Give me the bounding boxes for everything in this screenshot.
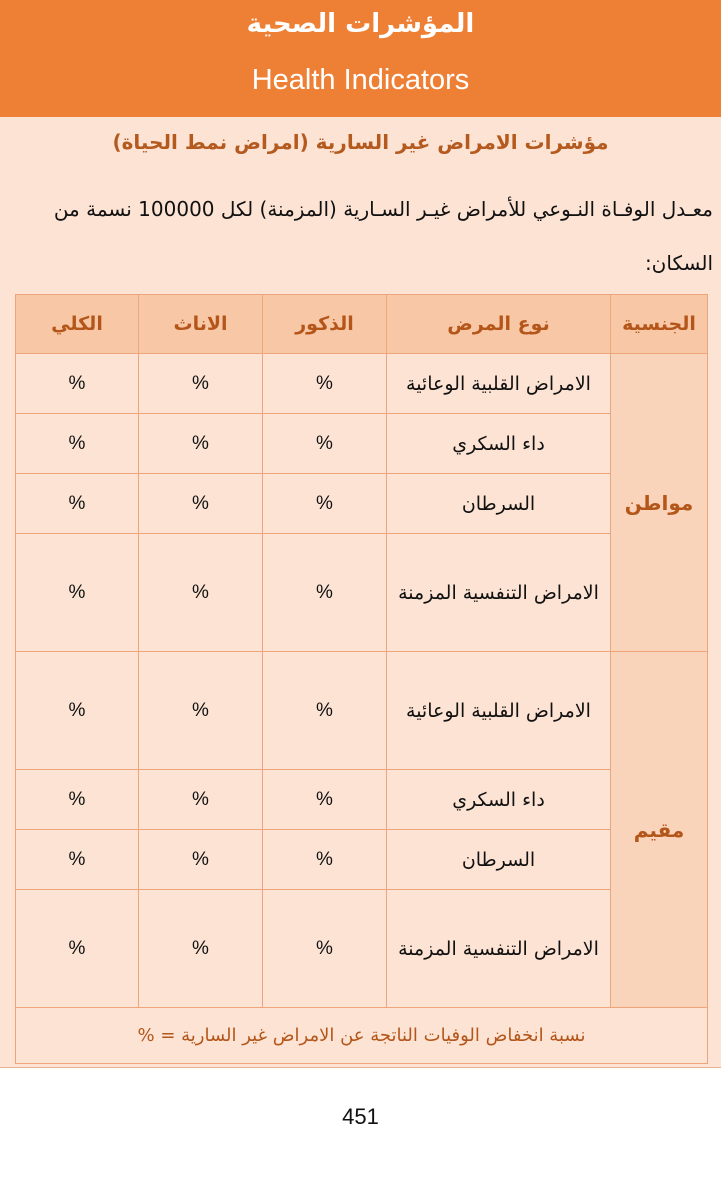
table-header-row bbox=[16, 295, 708, 354]
total-cell: % bbox=[16, 652, 139, 770]
page-header bbox=[0, 0, 721, 117]
total-cell: % bbox=[16, 474, 139, 534]
male-cell: % bbox=[263, 890, 387, 1008]
female-cell: % bbox=[139, 414, 263, 474]
table-row bbox=[16, 830, 708, 890]
total-cell: % bbox=[16, 414, 139, 474]
female-cell: % bbox=[139, 830, 263, 890]
disease-cell: الامراض القلبية الوعائية bbox=[387, 354, 611, 414]
male-cell: % bbox=[263, 830, 387, 890]
total-cell: % bbox=[16, 770, 139, 830]
disease-cell: داء السكري bbox=[387, 770, 611, 830]
disease-cell: الامراض التنفسية المزمنة bbox=[387, 534, 611, 652]
table-row bbox=[16, 414, 708, 474]
male-cell: % bbox=[263, 770, 387, 830]
female-cell: % bbox=[139, 652, 263, 770]
male-cell: % bbox=[263, 414, 387, 474]
table-row bbox=[16, 474, 708, 534]
female-cell: % bbox=[139, 354, 263, 414]
col-header-female: الاناث bbox=[139, 295, 263, 354]
col-header-male: الذكور bbox=[263, 295, 387, 354]
intro-paragraph: معـدل الوفـاة النـوعي للأمراض غيـر السـارية (المزمنة) لكل 100000 نسمة من السكان: bbox=[53, 197, 713, 275]
table-row bbox=[16, 652, 708, 770]
indicators-table bbox=[15, 294, 708, 1064]
group-label-citizen: مواطن bbox=[611, 354, 708, 652]
disease-cell: السرطان bbox=[387, 830, 611, 890]
col-header-disease-type: نوع المرض bbox=[387, 295, 611, 354]
total-cell: % bbox=[16, 354, 139, 414]
table-row bbox=[16, 534, 708, 652]
male-cell: % bbox=[263, 652, 387, 770]
page-number: 451 bbox=[342, 1104, 379, 1129]
section-title: مؤشرات الامراض غير السارية (امراض نمط الحياة) bbox=[112, 130, 609, 154]
table-row bbox=[16, 354, 708, 414]
table-row bbox=[16, 890, 708, 1008]
male-cell: % bbox=[263, 534, 387, 652]
disease-cell: الامراض القلبية الوعائية bbox=[387, 652, 611, 770]
col-header-total: الكلي bbox=[16, 295, 139, 354]
disease-cell: الامراض التنفسية المزمنة bbox=[387, 890, 611, 1008]
group-label-resident: مقيم bbox=[611, 652, 708, 1008]
female-cell: % bbox=[139, 770, 263, 830]
table-row bbox=[16, 770, 708, 830]
total-cell: % bbox=[16, 534, 139, 652]
female-cell: % bbox=[139, 890, 263, 1008]
total-cell: % bbox=[16, 890, 139, 1008]
male-cell: % bbox=[263, 474, 387, 534]
female-cell: % bbox=[139, 534, 263, 652]
header-title-english: Health Indicators bbox=[251, 64, 470, 96]
table-footer-note: نسبة انخفاض الوفيات الناتجة عن الامراض غير السارية = % bbox=[16, 1008, 708, 1064]
disease-cell: داء السكري bbox=[387, 414, 611, 474]
total-cell: % bbox=[16, 830, 139, 890]
male-cell: % bbox=[263, 354, 387, 414]
header-title-arabic: المؤشرات الصحية bbox=[246, 9, 475, 39]
disease-cell: السرطان bbox=[387, 474, 611, 534]
female-cell: % bbox=[139, 474, 263, 534]
col-header-nationality: الجنسية bbox=[611, 295, 708, 354]
table-footer-row bbox=[16, 1008, 708, 1064]
